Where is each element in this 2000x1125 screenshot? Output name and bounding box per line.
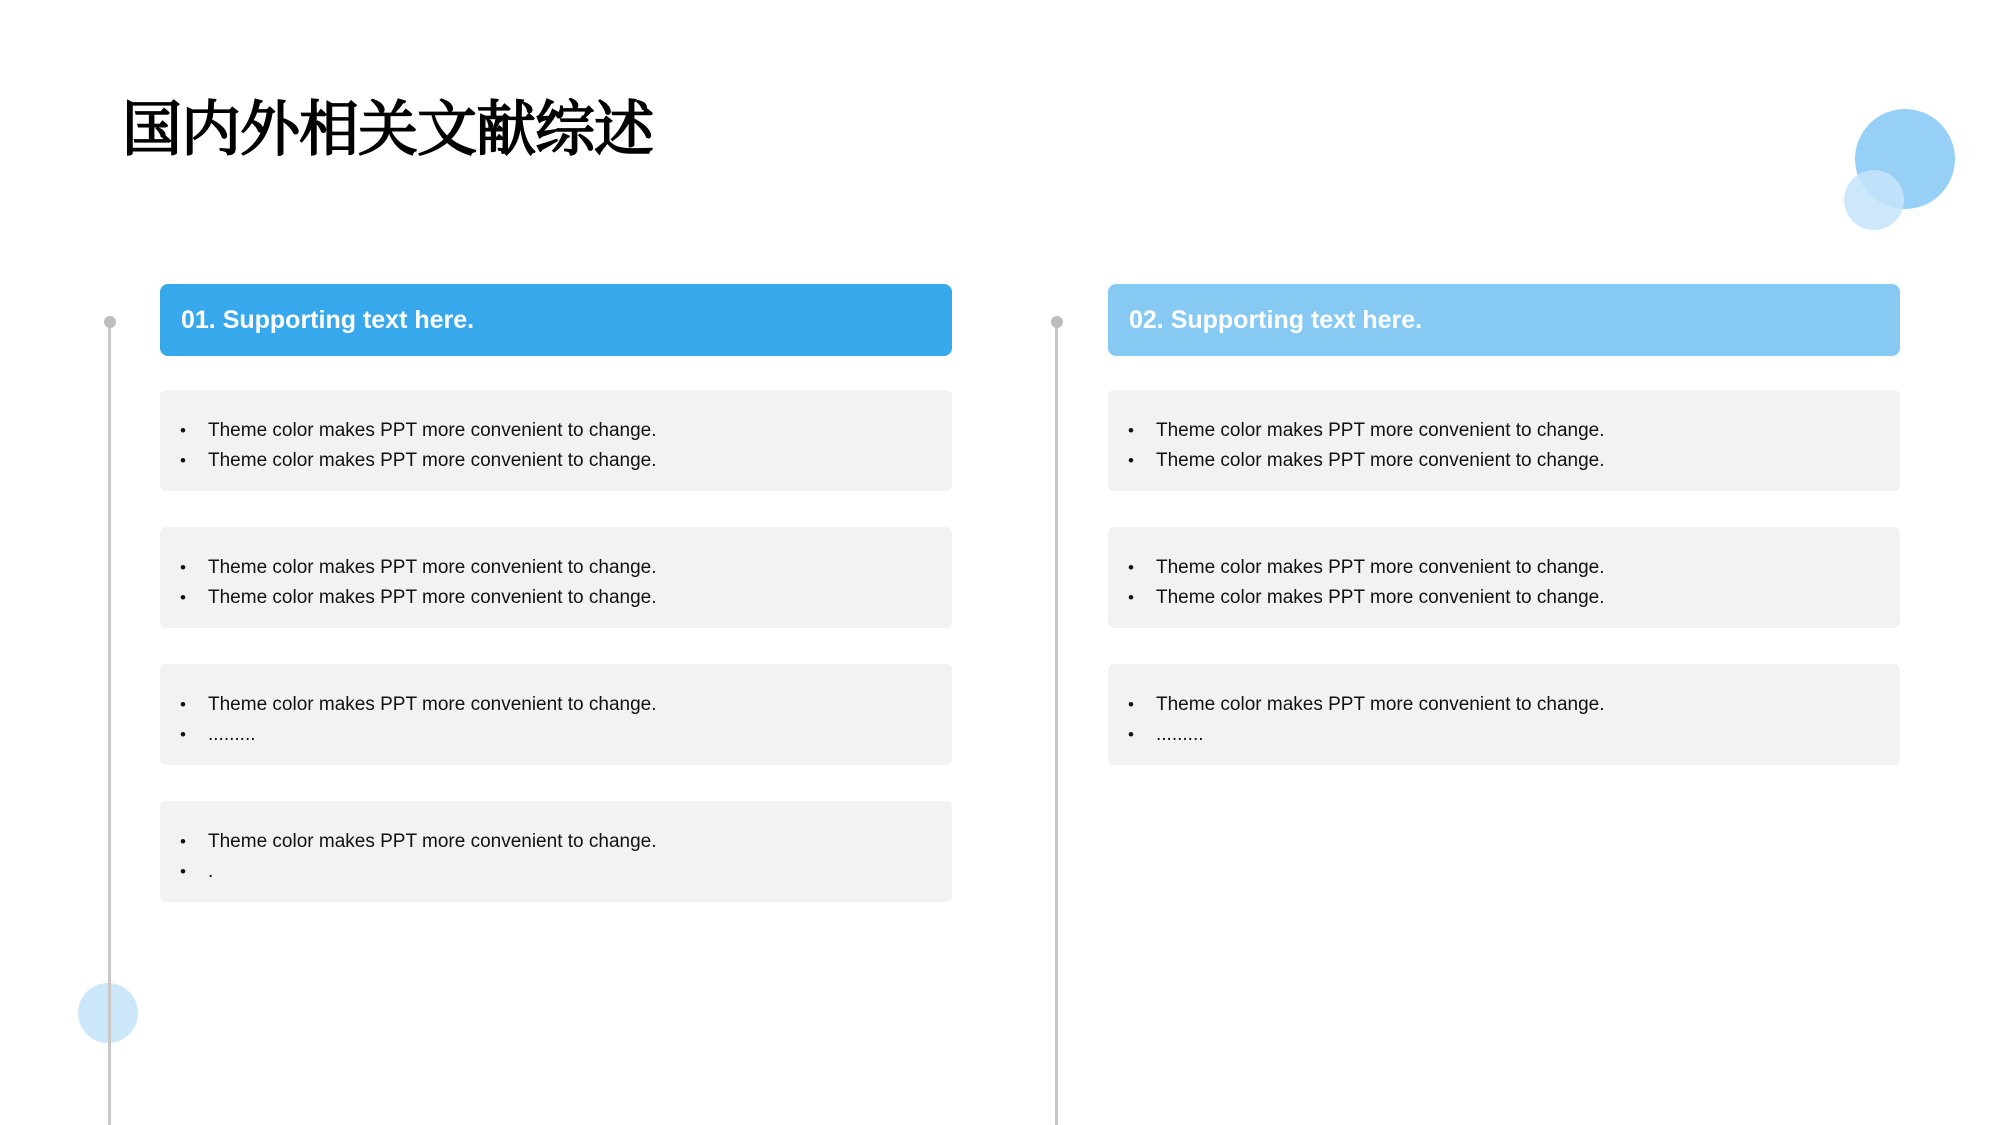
timeline-dot-left: [104, 316, 116, 328]
bullet-item: • Theme color makes PPT more convenient to change.: [180, 827, 952, 857]
bullet-item: • Theme color makes PPT more convenient to change.: [180, 416, 952, 446]
bullet-item: • Theme color makes PPT more convenient to change.: [180, 553, 952, 583]
bullet-item: • .........: [180, 720, 952, 750]
bullet-item: • Theme color makes PPT more convenient to change.: [180, 583, 952, 613]
bullet-item: • .: [180, 857, 952, 887]
bullet-item: • Theme color makes PPT more convenient to change.: [1128, 446, 1900, 476]
bullet-list: [1128, 416, 1900, 476]
bullet-list: [180, 827, 952, 887]
column-header-01: 01. Supporting text here.: [160, 284, 952, 356]
timeline-line-right: [1055, 322, 1058, 1125]
bullet-list: [1128, 553, 1900, 613]
text-card: [1108, 664, 1900, 765]
column-02: [1108, 284, 1900, 745]
text-card: [1108, 390, 1900, 491]
slide-title: 国内外相关文献综述: [122, 95, 653, 165]
text-card: [160, 390, 952, 491]
text-card: [160, 527, 952, 628]
bullet-list: [180, 416, 952, 476]
bullet-item: • .........: [1128, 720, 1900, 750]
bullet-list: [180, 690, 952, 750]
text-card: [1108, 527, 1900, 628]
bullet-item: • Theme color makes PPT more convenient to change.: [1128, 583, 1900, 613]
text-card: [160, 664, 952, 765]
bullet-item: • Theme color makes PPT more convenient to change.: [180, 446, 952, 476]
timeline-line-left: [108, 322, 111, 1125]
column-01: [160, 284, 952, 882]
bullet-item: • Theme color makes PPT more convenient to change.: [180, 690, 952, 720]
decorative-circle-small: [1844, 170, 1904, 230]
bullet-item: • Theme color makes PPT more convenient to change.: [1128, 416, 1900, 446]
column-header-02: 02. Supporting text here.: [1108, 284, 1900, 356]
bullet-item: • Theme color makes PPT more convenient to change.: [1128, 690, 1900, 720]
bullet-list: [180, 553, 952, 613]
bullet-list: [1128, 690, 1900, 750]
text-card: [160, 801, 952, 902]
bullet-item: • Theme color makes PPT more convenient to change.: [1128, 553, 1900, 583]
timeline-dot-right: [1051, 316, 1063, 328]
